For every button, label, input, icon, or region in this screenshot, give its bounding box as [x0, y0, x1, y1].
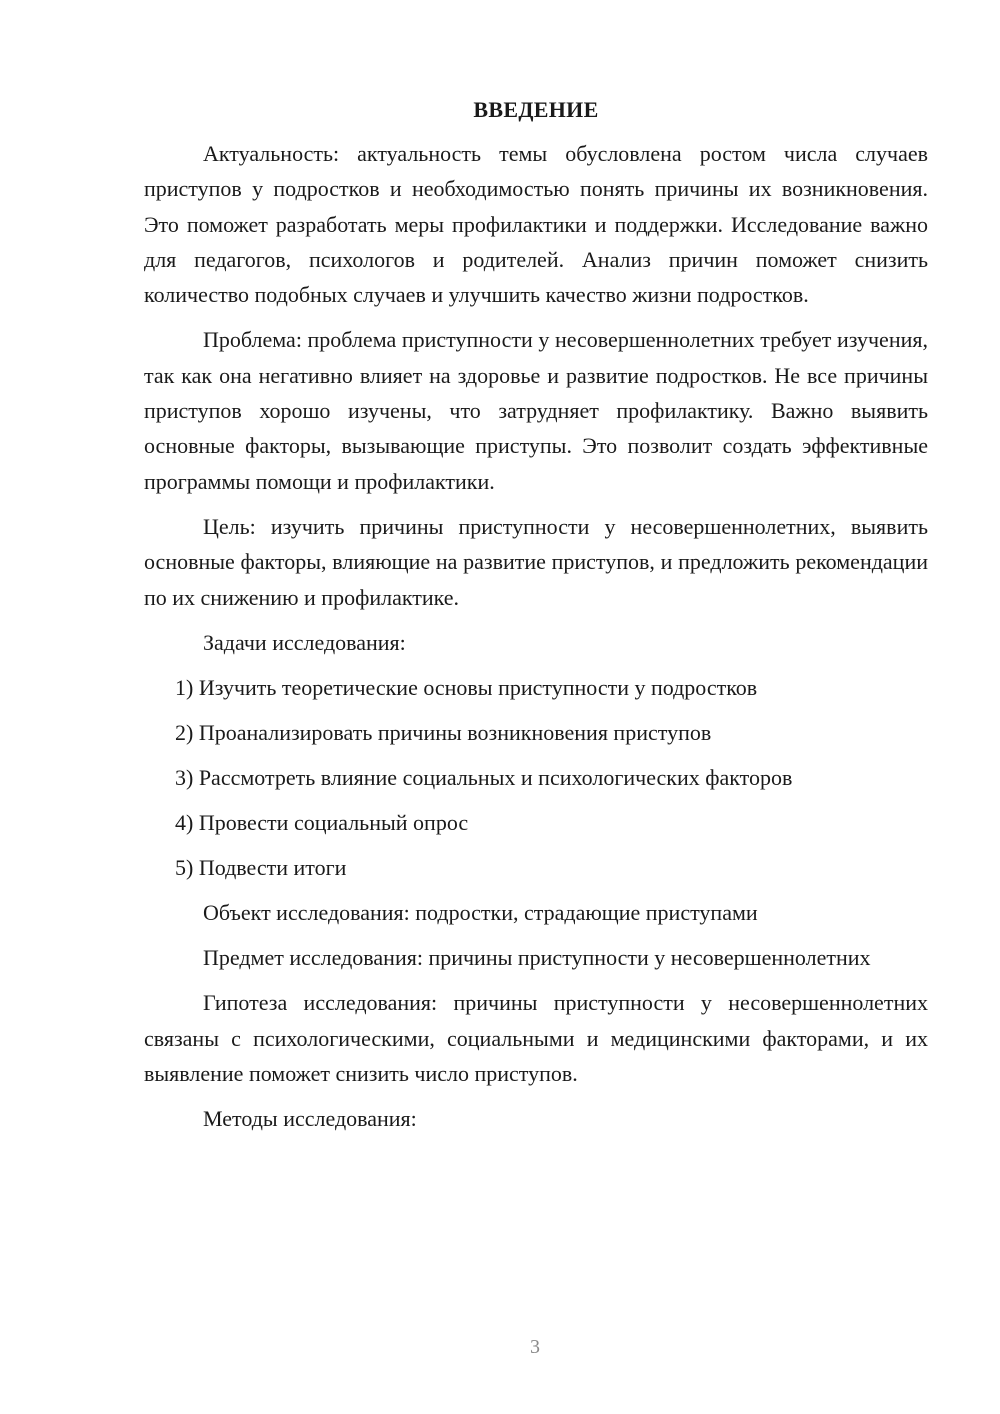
hypothesis-paragraph: Гипотеза исследования: причины приступности у несовершеннолетних связаны с психологическими, социальными и медицинскими факторами, и их выявление поможет снизить число приступов.: [144, 990, 928, 1087]
task-item: 5) Подвести итоги: [175, 854, 347, 880]
problem-paragraph: Проблема: проблема приступности у несовершеннолетних требует изучения, так как она негативно влияет на здоровье и развитие подростков. Не все причины приступов хорошо изучены, что затрудняет профилактику. Важно выявить основные факторы, вызывающие приступы. Это позволит создать эффективные программы помощи и профилактики.: [144, 327, 928, 494]
relevance-paragraph: Актуальность: актуальность темы обусловлена ростом числа случаев приступов у подростков и необходимостью понять причины их возникновения. Это поможет разработать меры профилактики и поддержки. Исследование важно для педагогов, психологов и родителей. Анализ причин поможет снизить количество подобных случаев и улучшить качество жизни подростков.: [144, 141, 928, 308]
page-number: 3: [530, 1336, 540, 1358]
task-item: 2) Проанализировать причины возникновения приступов: [175, 719, 712, 745]
section-title: ВВЕДЕНИЕ: [473, 97, 599, 122]
task-item: 1) Изучить теоретические основы приступности у подростков: [175, 674, 758, 700]
task-item: 4) Провести социальный опрос: [175, 809, 469, 835]
subject-paragraph: Предмет исследования: причины приступности у несовершеннолетних: [203, 945, 871, 971]
page-content: [144, 94, 928, 1146]
object-paragraph: Объект исследования: подростки, страдающие приступами: [203, 899, 758, 925]
goal-paragraph: Цель: изучить причины приступности у несовершеннолетних, выявить основные факторы, влияющие на развитие приступов, и предложить рекомендации по их снижению и профилактике.: [144, 513, 928, 610]
methods-label: Методы исследования:: [203, 1106, 417, 1132]
tasks-list: [144, 670, 928, 885]
task-item: 3) Рассмотреть влияние социальных и психологических факторов: [175, 764, 793, 790]
tasks-label: Задачи исследования:: [203, 629, 406, 655]
